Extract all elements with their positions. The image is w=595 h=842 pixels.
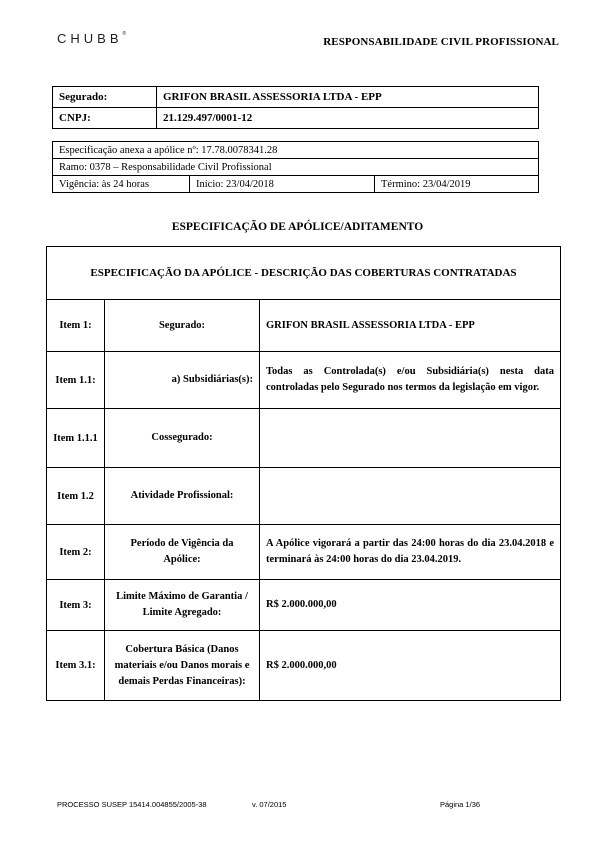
table-row <box>47 631 561 701</box>
policy-ramo-line: Ramo: 0378 – Responsabilidade Civil Profissional <box>53 159 539 176</box>
policy-spec-row <box>53 142 539 159</box>
item-number: Item 1.1: <box>47 352 105 409</box>
insured-row <box>53 87 539 108</box>
item-number: Item 1.2 <box>47 468 105 525</box>
item-number: Item 1.1.1 <box>47 409 105 468</box>
table-row <box>47 580 561 631</box>
insured-table <box>52 86 539 129</box>
section-title: ESPECIFICAÇÃO DE APÓLICE/ADITAMENTO <box>171 221 424 233</box>
item-value <box>260 468 561 525</box>
logo-registered-mark: ® <box>122 31 127 37</box>
policy-table <box>52 141 539 193</box>
item-value: A Apólice vigorará a partir das 24:00 horas do dia 23.04.2018 e terminará às 24:00 horas do dia 23.04.2019. <box>260 525 561 580</box>
table-row <box>47 525 561 580</box>
inicio-cell: Início: 23/04/2018 <box>190 176 375 193</box>
item-value <box>260 409 561 468</box>
item-value: R$ 2.000.000,00 <box>260 580 561 631</box>
item-number: Item 3: <box>47 580 105 631</box>
termino-cell: Término: 23/04/2019 <box>375 176 539 193</box>
item-label: a) Subsidiárias(s): <box>105 352 260 409</box>
footer-page-number: Página 1/36 <box>440 800 481 809</box>
coverage-table <box>46 246 561 701</box>
item-label: Cossegurado: <box>105 409 260 468</box>
table-row <box>47 409 561 468</box>
coverage-heading: ESPECIFICAÇÃO DA APÓLICE - DESCRIÇÃO DAS COBERTURAS CONTRATADAS <box>47 247 561 300</box>
item-label: Cobertura Básica (Danos materiais e/ou Danos morais e demais Perdas Financeiras): <box>105 631 260 701</box>
segurado-label: Segurado: <box>53 87 157 108</box>
coverage-heading-row <box>47 247 561 300</box>
item-label: Período de Vigência da Apólice: <box>105 525 260 580</box>
policy-ramo-row <box>53 159 539 176</box>
table-row <box>47 300 561 352</box>
item-label: Atividade Profissional: <box>105 468 260 525</box>
cnpj-label: CNPJ: <box>53 108 157 129</box>
document-header-title: RESPONSABILIDADE CIVIL PROFISSIONAL <box>323 36 559 48</box>
item-number: Item 2: <box>47 525 105 580</box>
policy-spec-line: Especificação anexa a apólice nº: 17.78.0078341.28 <box>53 142 539 159</box>
item-value: GRIFON BRASIL ASSESSORIA LTDA - EPP <box>260 300 561 352</box>
policy-dates-row <box>53 176 539 193</box>
item-value: Todas as Controlada(s) e/ou Subsidiária(s) nesta data controladas pelo Segurado nos termos da legislação em vigor. <box>260 352 561 409</box>
segurado-value: GRIFON BRASIL ASSESSORIA LTDA - EPP <box>157 87 539 108</box>
cnpj-value: 21.129.497/0001-12 <box>157 108 539 129</box>
item-value: R$ 2.000.000,00 <box>260 631 561 701</box>
footer-process: PROCESSO SUSEP 15414.004855/2005-38 <box>57 800 207 809</box>
table-row <box>47 468 561 525</box>
logo-text: CHUBB <box>57 31 123 46</box>
footer-version: v. 07/2015 <box>252 800 287 809</box>
vigencia-cell: Vigência: às 24 horas <box>53 176 190 193</box>
chubb-logo <box>57 31 126 46</box>
item-label: Segurado: <box>105 300 260 352</box>
table-row <box>47 352 561 409</box>
item-number: Item 1: <box>47 300 105 352</box>
cnpj-row <box>53 108 539 129</box>
item-label: Limite Máximo de Garantia / Limite Agregado: <box>105 580 260 631</box>
item-number: Item 3.1: <box>47 631 105 701</box>
